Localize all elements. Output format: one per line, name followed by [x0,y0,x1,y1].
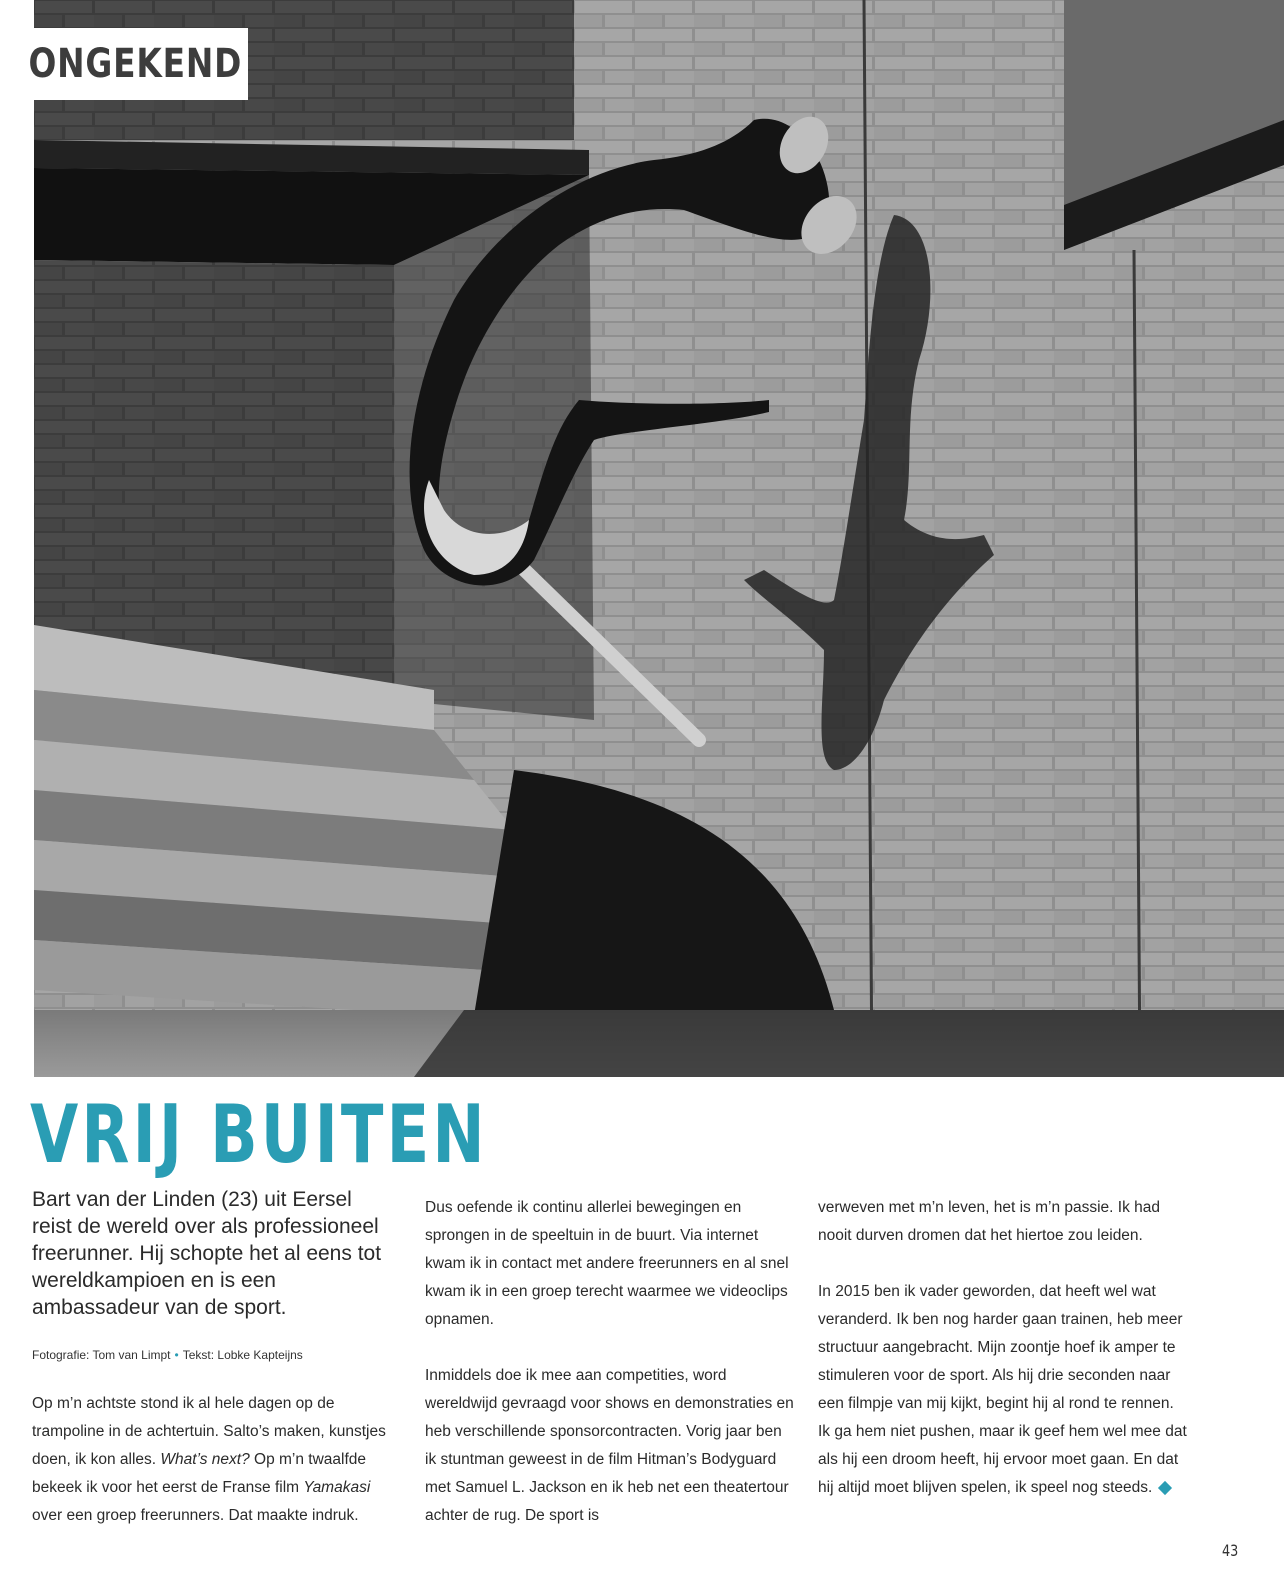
hero-photo [34,0,1284,1077]
body-paragraph: Inmiddels doe ik mee aan competities, word wereldwijd gevraagd voor shows en demonstraties en heb verschillende sponsorcontracten. Vorig jaar ben ik stuntman geweest in de film Hitman’s Bodyguard met Samuel L. Jackson en ik heb net een theatertour achter de rug. De sport is [425,1367,794,1524]
body-paragraph: verweven met m’n leven, het is m’n passie. Ik had nooit durven dromen dat het hiertoe zou leiden. [818,1199,1161,1244]
body-text: over een groep freerunners. Dat maakte indruk. [32,1507,359,1524]
article-headline: VRIJ BUITEN [30,1088,488,1181]
body-paragraph [818,1278,1188,1502]
freerunner-backflip-photo [34,0,1284,1077]
body-column-3 [818,1194,1188,1502]
photo-credit: Fotografie: Tom van Limpt [32,1348,171,1362]
body-text: Op m’n twaalfde bekeek ik voor het eerst de Franse film [32,1451,367,1496]
article-intro: Bart van der Linden (23) uit Eersel reist de wereld over als professioneel freerunner. Hij schopte het al eens tot wereldkampioen en is een ambassadeur van de sport. [32,1188,382,1319]
section-tag [22,28,248,100]
body-column-2 [425,1194,795,1530]
text-credit: Tekst: Lobke Kapteijns [182,1348,303,1362]
section-tag-label: ONGEKEND [28,41,242,87]
body-paragraph: Dus oefende ik continu allerlei bewegingen en sprongen in de speeltuin in de buurt. Via internet kwam ik in contact met andere freerunners en al snel kwam ik in een groep terecht waarmee we videoclips opnamen. [425,1199,789,1328]
separator-dot-icon: • [174,1348,179,1362]
body-emphasis: Yamakasi [303,1479,371,1496]
diamond-icon [1158,1481,1172,1495]
page-number: 43 [1222,1541,1239,1560]
body-emphasis: What’s next? [160,1451,250,1468]
body-text: In 2015 ben ik vader geworden, dat heeft wel wat veranderd. Ik ben nog harder gaan trainen, heb meer structuur aangebracht. Mijn zoontje hoef ik amper te stimuleren voor de sport. Als hij drie seconden naar een filmpje van mij kijkt, begint hij al rond te rennen. Ik ga hem niet pushen, maar ik geef hem wel mee dat als hij een droom heeft, hij ervoor moet gaan. En dat hij altijd moet blijven spelen, ik speel nog steeds. [818,1283,1187,1496]
body-text: Op m’n achtste stond ik al hele dagen op de trampoline in de achtertuin. Salto’s maken, kunstjes doen, ik kon alles. [32,1395,386,1468]
body-paragraph [32,1390,402,1530]
photo-text-credits [32,1347,392,1363]
body-column-1 [32,1390,402,1530]
